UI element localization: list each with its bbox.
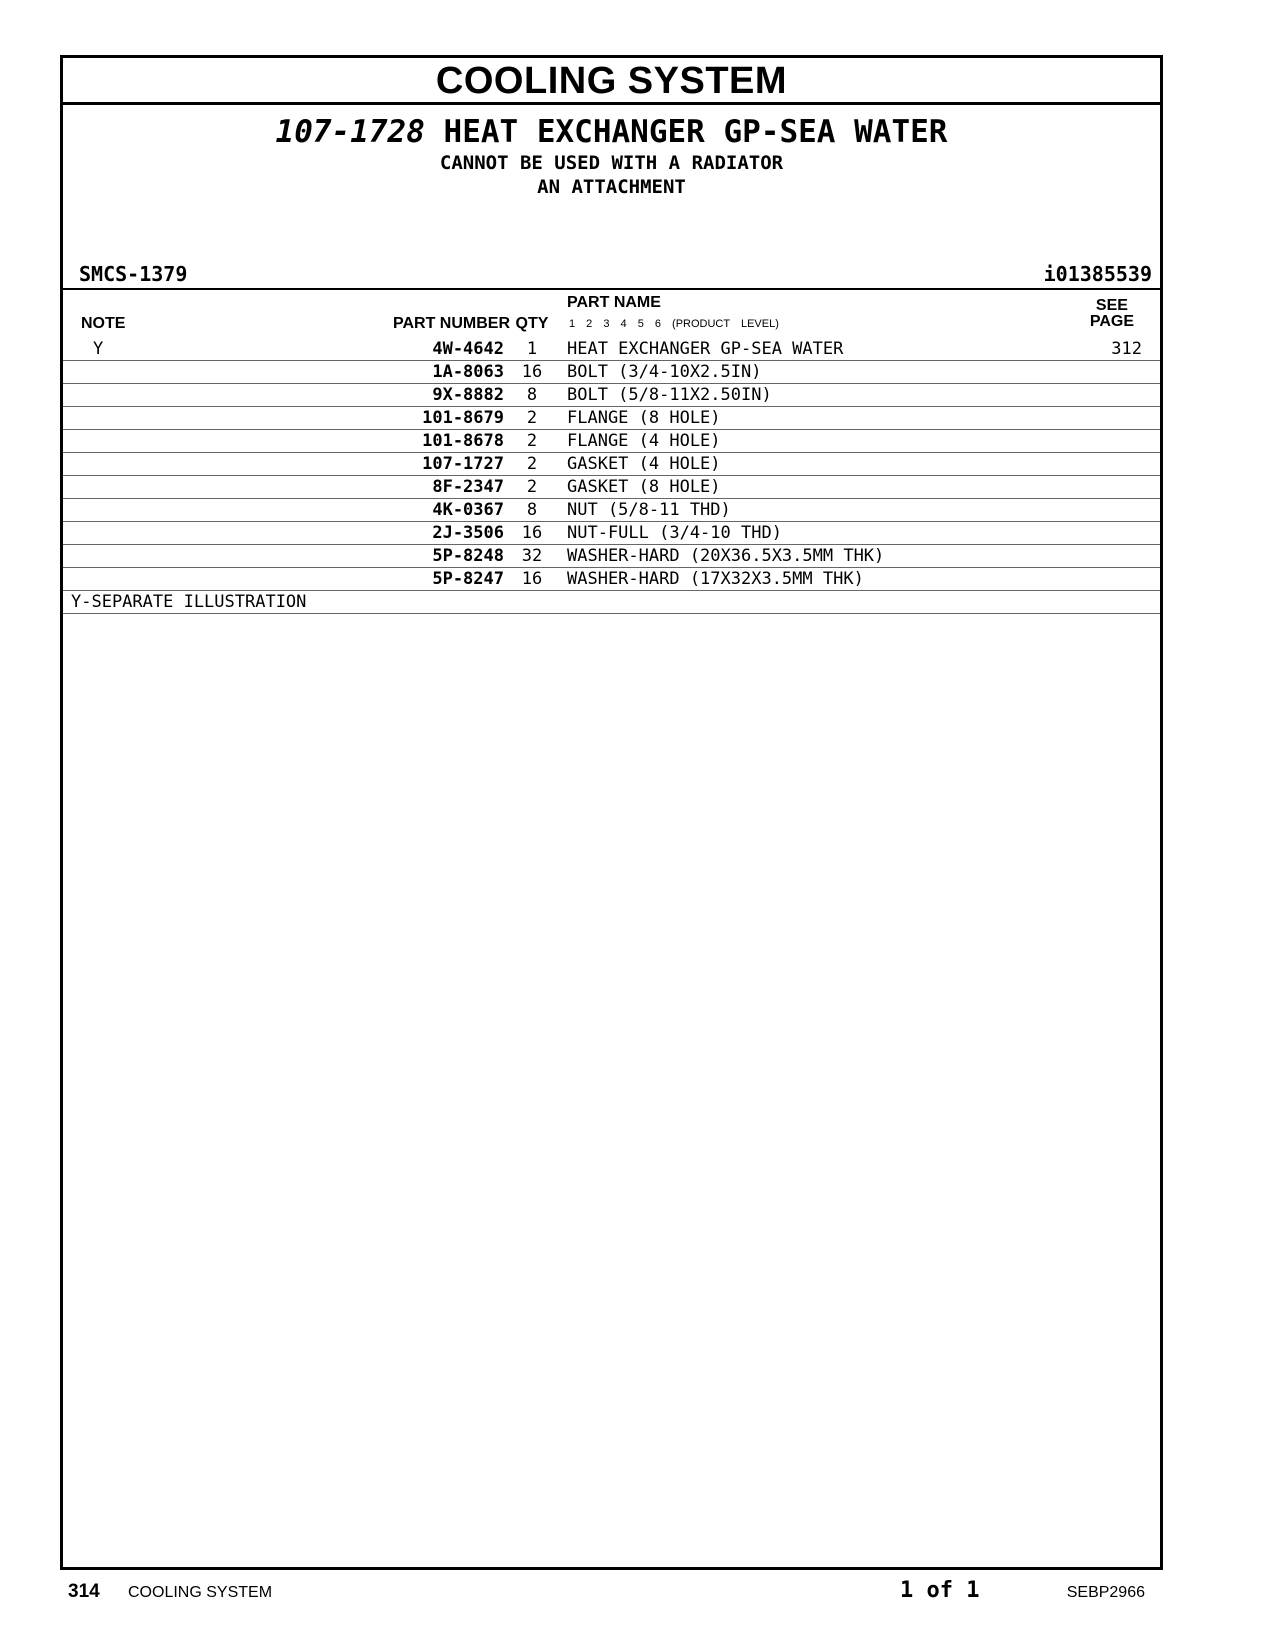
header-part-number: PART NUMBER <box>392 315 510 332</box>
row-part-name: HEAT EXCHANGER GP-SEA WATER <box>567 339 844 359</box>
document-id: i01385539 <box>1043 262 1152 286</box>
row-qty: 1 <box>526 339 538 359</box>
row-part-number: 1A-8063 <box>432 362 504 382</box>
row-part-number: 5P-8248 <box>432 546 504 566</box>
row-part-name: GASKET (4 HOLE) <box>567 454 721 474</box>
footer-page-of: 1 of 1 <box>900 1578 980 1603</box>
header-page: PAGE <box>1089 313 1134 330</box>
row-part-name: FLANGE (8 HOLE) <box>567 408 721 428</box>
smcs-code: SMCS-1379 <box>79 262 188 286</box>
row-part-name: WASHER-HARD (17X32X3.5MM THK) <box>567 569 864 589</box>
row-qty: 32 <box>521 546 543 566</box>
footer-page-number: 314 <box>68 1581 100 1602</box>
row-part-number: 8F-2347 <box>432 477 504 497</box>
row-part-number: 101-8678 <box>422 431 504 451</box>
smcs-row <box>63 262 1160 290</box>
row-part-name: BOLT (3/4-10X2.5IN) <box>567 362 762 382</box>
table-row <box>63 407 1160 430</box>
section-title: COOLING SYSTEM <box>63 58 1160 105</box>
header-see: SEE <box>1095 297 1128 314</box>
parts-page-frame <box>60 55 1163 1570</box>
row-note: Y <box>93 339 104 359</box>
group-note-1: CANNOT BE USED WITH A RADIATOR <box>439 152 784 174</box>
footer-section: COOLING SYSTEM <box>128 1584 273 1601</box>
header-product-level: 1 2 3 4 5 6 (PRODUCT LEVEL) <box>569 318 779 330</box>
table-row <box>63 499 1160 522</box>
group-name: HEAT EXCHANGER GP-SEA WATER <box>443 114 948 150</box>
row-part-number: 4K-0367 <box>432 500 504 520</box>
row-qty: 2 <box>526 454 538 474</box>
group-note-2: AN ATTACHMENT <box>537 176 686 198</box>
row-part-number: 2J-3506 <box>432 523 504 543</box>
table-row <box>63 545 1160 568</box>
row-part-name: GASKET (8 HOLE) <box>567 477 721 497</box>
row-qty: 16 <box>521 569 543 589</box>
row-part-number: 5P-8247 <box>432 569 504 589</box>
table-row <box>63 430 1160 453</box>
table-row <box>63 338 1160 361</box>
footer-publication: SEBP2966 <box>1066 1584 1145 1601</box>
row-qty: 16 <box>521 523 543 543</box>
row-qty: 2 <box>526 431 538 451</box>
parts-table <box>63 338 1160 614</box>
row-part-name: NUT (5/8-11 THD) <box>567 500 731 520</box>
table-row <box>63 568 1160 591</box>
row-part-number: 101-8679 <box>422 408 504 428</box>
row-qty: 16 <box>521 362 543 382</box>
table-row <box>63 522 1160 545</box>
row-part-number: 9X-8882 <box>432 385 504 405</box>
row-part-name: FLANGE (4 HOLE) <box>567 431 721 451</box>
row-part-number: 4W-4642 <box>432 339 504 359</box>
row-qty: 8 <box>526 385 538 405</box>
header-qty: QTY <box>515 315 549 332</box>
table-row <box>63 361 1160 384</box>
group-number: 107-1728 <box>275 114 425 150</box>
table-header <box>63 290 1160 338</box>
table-row <box>63 453 1160 476</box>
row-qty: 2 <box>526 477 538 497</box>
row-part-name: NUT-FULL (3/4-10 THD) <box>567 523 782 543</box>
row-part-number: 107-1727 <box>422 454 504 474</box>
group-title <box>63 113 1160 151</box>
row-see-page: 312 <box>1111 339 1142 359</box>
footnote: Y-SEPARATE ILLUSTRATION <box>63 591 1160 614</box>
header-see-page <box>1090 298 1134 330</box>
header-part-name: PART NAME <box>567 294 661 311</box>
table-row <box>63 476 1160 499</box>
row-qty: 8 <box>526 500 538 520</box>
table-row <box>63 384 1160 407</box>
row-part-name: WASHER-HARD (20X36.5X3.5MM THK) <box>567 546 885 566</box>
page-footer <box>0 1578 1275 1608</box>
row-qty: 2 <box>526 408 538 428</box>
row-part-name: BOLT (5/8-11X2.50IN) <box>567 385 772 405</box>
header-note: NOTE <box>81 315 126 332</box>
